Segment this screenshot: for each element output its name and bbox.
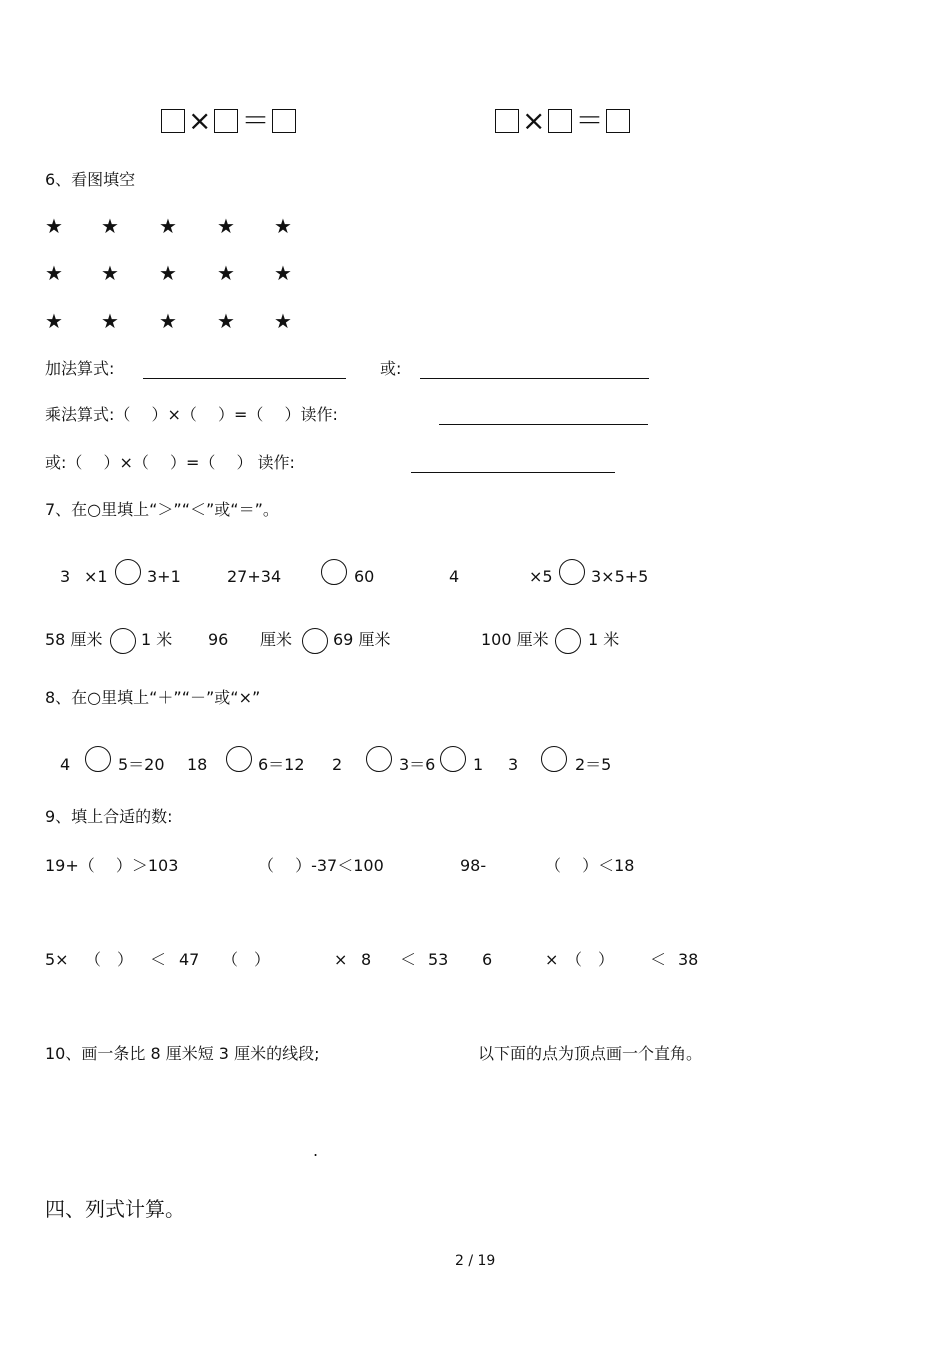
q9-term: × [334,950,348,969]
q8-title: 8、在○里填上“＋”“－”或“×” [45,688,261,707]
q7-term: 3+1 [147,567,181,586]
q7-term: 100 厘米 [481,630,549,649]
q8-term: 2 [332,755,343,774]
q8-term: 5＝20 [118,755,165,774]
star-icon: ★ [159,309,177,333]
q10-left-text: 10、画一条比 8 厘米短 3 厘米的线段; [45,1044,320,1063]
q9-term: × [545,950,559,969]
answer-line[interactable] [420,378,649,379]
q9-term: （ ）-37＜100 [258,856,384,875]
q7-term: 1 米 [588,630,620,649]
equals-sign: ＝ [575,103,604,137]
times-sign: × [188,103,212,137]
q7-term: ×1 [84,567,108,586]
q7-term: ×5 [529,567,553,586]
q7-term: 60 [354,567,375,586]
q8-term: 3 [508,755,519,774]
star-icon: ★ [274,309,292,333]
q7-term: 1 米 [141,630,173,649]
star-icon: ★ [45,214,63,238]
equation-boxes-right [495,103,630,137]
q9-term: 38 [678,950,699,969]
q9-term: 53 [428,950,449,969]
star-icon: ★ [217,214,235,238]
answer-line[interactable] [439,424,648,425]
q8-term: 3＝6 [399,755,436,774]
q9-term: 98- [460,856,487,875]
star-icon: ★ [101,261,119,285]
q7-term: 3 [60,567,71,586]
q7-term: 69 厘米 [333,630,391,649]
q6-title: 6、看图填空 [45,170,136,189]
equals-sign: ＝ [241,103,270,137]
star-icon: ★ [274,261,292,285]
star-icon: ★ [101,214,119,238]
star-icon: ★ [159,261,177,285]
blank-box[interactable] [548,109,572,133]
q7-title: 7、在○里填上“＞”“＜”或“＝”。 [45,500,279,519]
q9-term: ＜ [150,950,167,969]
answer-circle[interactable] [85,746,111,772]
q9-term: 8 [361,950,372,969]
q8-term: 18 [187,755,208,774]
answer-circle[interactable] [321,559,347,585]
q8-term: 6＝12 [258,755,305,774]
equation-boxes-left [161,103,296,137]
page-number: 2 / 19 [455,1253,496,1269]
multiply-line-1: 乘法算式:（ ）×（ ）=（ ）读作: [45,405,338,424]
q9-term: ＜ [650,950,667,969]
answer-circle[interactable] [440,746,466,772]
answer-circle[interactable] [302,628,328,654]
star-icon: ★ [101,309,119,333]
q9-term: （ ）＜18 [545,856,635,875]
answer-line[interactable] [411,472,615,473]
star-icon: ★ [274,214,292,238]
vertex-dot[interactable]: . [313,1141,319,1160]
q9-title: 9、填上合适的数: [45,807,173,826]
q7-term: 4 [449,567,460,586]
q7-term: 厘米 [260,630,293,649]
q7-term: 3×5+5 [591,567,649,586]
star-icon: ★ [217,309,235,333]
answer-circle[interactable] [115,559,141,585]
answer-circle[interactable] [226,746,252,772]
answer-circle[interactable] [555,628,581,654]
q7-term: 58 厘米 [45,630,103,649]
answer-line[interactable] [143,378,346,379]
q9-term: 6 [482,950,493,969]
star-icon: ★ [45,261,63,285]
section-4-title: 四、列式计算。 [45,1197,185,1221]
blank-box[interactable] [606,109,630,133]
star-icon: ★ [159,214,177,238]
q9-term: 19+（ ）＞103 [45,856,179,875]
q8-term: 4 [60,755,71,774]
star-icon: ★ [45,309,63,333]
q9-term: （ ） [566,950,615,969]
q9-term: 47 [179,950,200,969]
add-label: 加法算式: [45,359,115,378]
answer-circle[interactable] [541,746,567,772]
blank-box[interactable] [161,109,185,133]
blank-box[interactable] [272,109,296,133]
star-icon: ★ [217,261,235,285]
q10-right-text: 以下面的点为顶点画一个直角。 [478,1044,703,1063]
or-label: 或: [380,359,402,378]
answer-circle[interactable] [366,746,392,772]
q8-term: 1 [473,755,484,774]
q9-term: 5× [45,950,69,969]
answer-circle[interactable] [559,559,585,585]
q7-term: 96 [208,630,229,649]
q9-term: ＜ [400,950,417,969]
q7-term: 27+34 [227,567,282,586]
blank-box[interactable] [214,109,238,133]
times-sign: × [522,103,546,137]
q8-term: 2＝5 [575,755,612,774]
q9-term: （ ） [222,950,271,969]
answer-circle[interactable] [110,628,136,654]
multiply-line-2: 或:（ ）×（ ）=（ ） 读作: [45,453,295,472]
q9-term: （ ） [85,950,134,969]
blank-box[interactable] [495,109,519,133]
